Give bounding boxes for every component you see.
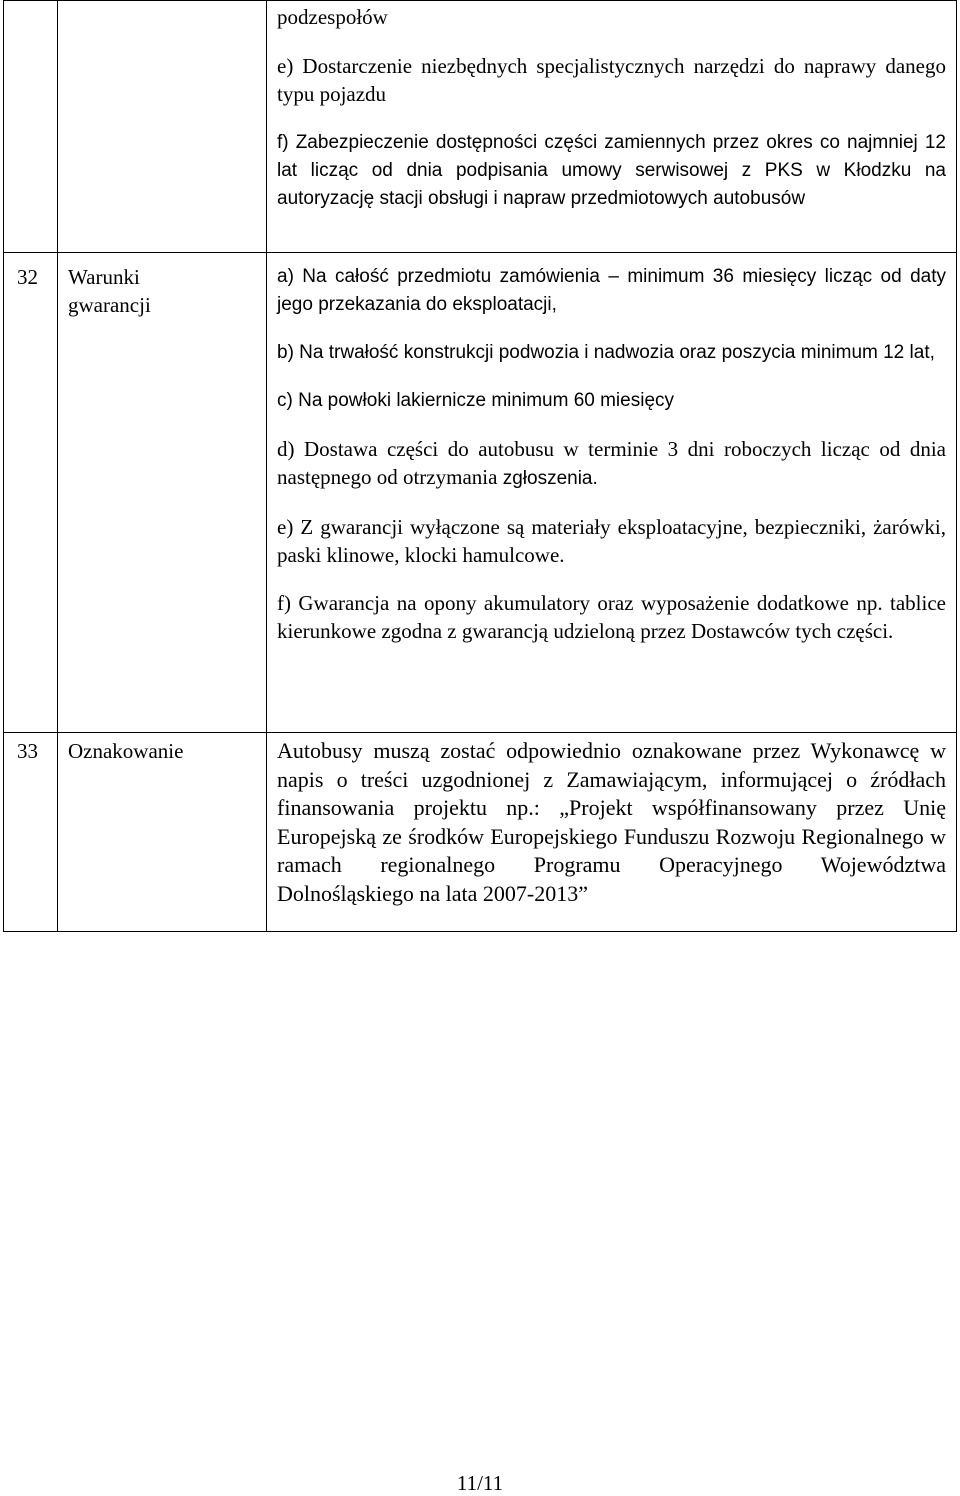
row-number-cell <box>4 1 58 253</box>
page-number: 11/11 <box>456 1471 504 1495</box>
row-name-line: Warunki <box>68 265 140 289</box>
paragraph: e) Z gwarancji wyłączone są materiały eksploatacyjne, bezpieczniki, żarówki, paski klinowe, klocki hamulcowe. <box>277 515 946 567</box>
table-row <box>4 253 957 733</box>
table-row <box>4 733 957 932</box>
row-number: 33 <box>17 739 38 763</box>
specification-table <box>3 0 957 932</box>
row-name-cell <box>58 253 267 733</box>
paragraph: a) Na całość przedmiotu zamówienia – minimum 36 miesięcy licząc od daty jego przekazania do eksploatacji, <box>277 266 946 315</box>
paragraph-text: zgłoszenia. <box>497 468 598 489</box>
row-description-cell <box>267 253 957 733</box>
paragraph: b) Na trwałość konstrukcji podwozia i nadwozia oraz poszycia minimum 12 lat, <box>277 342 935 363</box>
paragraph: e) Dostarczenie niezbędnych specjalistycznych narzędzi do naprawy danego typu pojazdu <box>277 54 946 106</box>
row-number-cell <box>4 253 58 733</box>
row-name-cell <box>58 733 267 932</box>
row-number-cell <box>4 733 58 932</box>
paragraph: Autobusy muszą zostać odpowiednio oznakowane przez Wykonawcę w napis o treści uzgodnionej z Zamawiającym, informującej o źródłach finansowania projektu np.: „Projekt współfinansowany przez Unię Europejską ze środków Europejskiego Funduszu Rozwoju Regionalnego w ramach regionalnego Programu Operacyjnego Województwa Dolnośląskiego na lata 2007-2013” <box>277 738 946 906</box>
paragraph: f) Gwarancja na opony akumulatory oraz wyposażenie dodatkowe np. tablice kierunkowe zgodna z gwarancją udzieloną przez Dostawców tych części. <box>277 591 946 643</box>
row-number: 32 <box>17 265 38 289</box>
paragraph-text: d) Dostawa części do autobusu w terminie 3 dni roboczych licząc od dnia następnego od otrzymania <box>277 437 946 489</box>
paragraph <box>277 435 946 493</box>
row-name-line: gwarancji <box>68 293 151 317</box>
paragraph: podzespołów <box>277 5 388 29</box>
row-name-cell <box>58 1 267 253</box>
paragraph: f) Zabezpieczenie dostępności części zamiennych przez okres co najmniej 12 lat licząc od dnia podpisania umowy serwisowej z PKS w Kłodzku na autoryzację stacji obsługi i napraw przedmiotowych autobusów <box>277 132 946 209</box>
paragraph: c) Na powłoki lakiernicze minimum 60 miesięcy <box>277 390 675 411</box>
table-row <box>4 1 957 253</box>
row-name-line: Oznakowanie <box>68 739 184 763</box>
row-description-cell <box>267 1 957 253</box>
row-description-cell <box>267 733 957 932</box>
